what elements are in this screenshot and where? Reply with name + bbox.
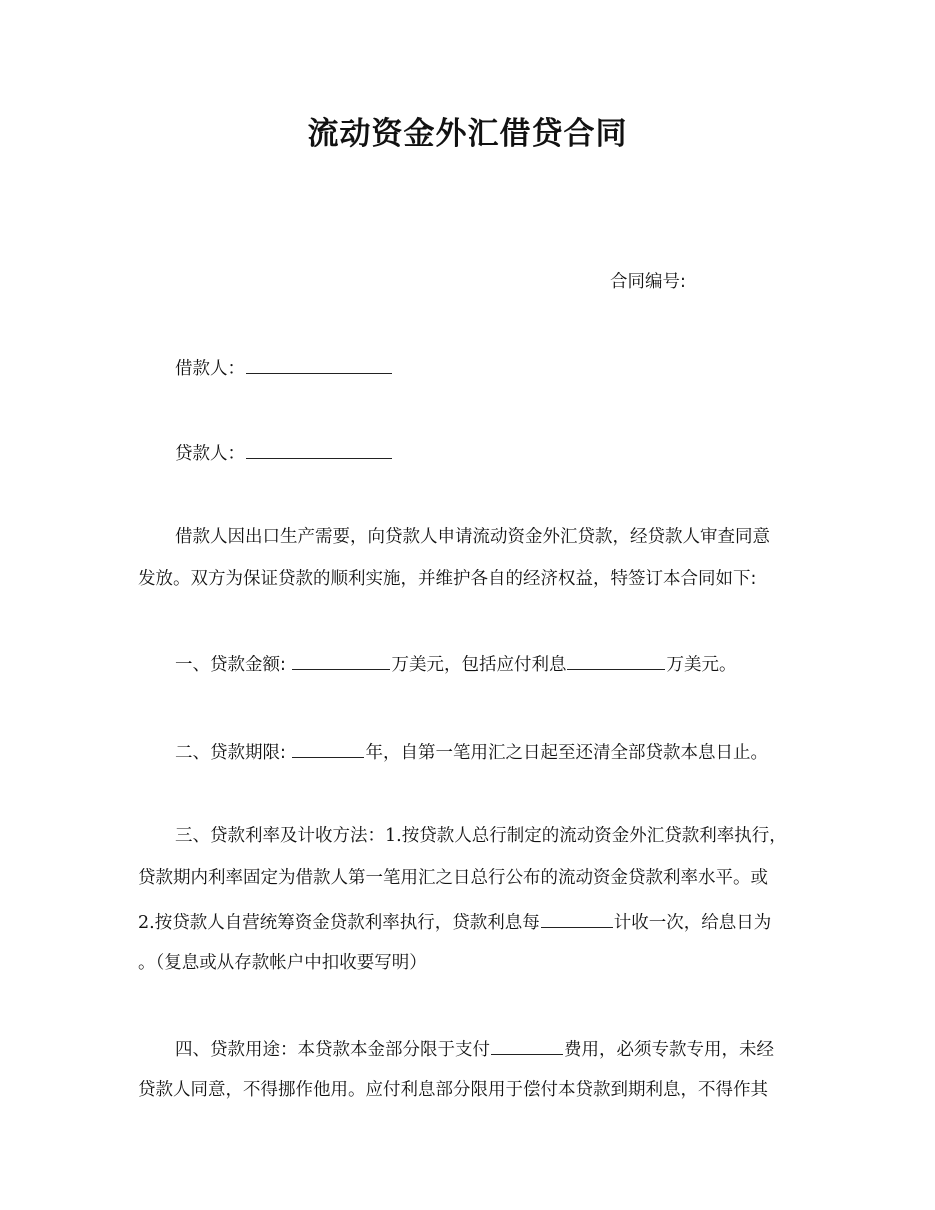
lender-label: 贷款人： [175,444,245,464]
article-4-line-2: 贷款人同意，不得挪作他用。应付利息部分限用于偿付本贷款到期利息，不得作其 [138,1080,768,1100]
article-2-suffix: 年，自第一笔用汇之日起至还清全部贷款本息日止。 [365,743,768,763]
article-3-line-3 [138,909,771,935]
borrower-line [175,355,393,381]
article-1-suffix: 万美元。 [666,655,737,675]
loan-purpose-blank [491,1036,563,1055]
article-3-num-1: 1. [385,826,402,846]
article-1 [175,651,736,677]
article-4-line-1 [175,1036,774,1062]
article-1-prefix: 一、贷款金额: [175,655,286,675]
article-3-line-4: 。（复息或从存款帐户中扣收要写明） [138,953,427,973]
article-3-line-2: 贷款期内利率固定为借款人第一笔用汇之日总行公布的流动资金贷款利率水平。或 [138,868,768,888]
article-3-text-3: 按贷款人自营统筹资金贷款利率执行，贷款利息每 [154,913,540,933]
loan-amount-blank [292,651,390,670]
contract-number-label: 合同编号: [610,272,686,292]
article-3-prefix: 三、贷款利率及计收方法： [175,826,385,846]
lender-line [175,440,393,466]
document-title: 流动资金外汇借贷合同 [307,116,628,152]
borrower-label: 借款人： [175,359,245,379]
article-3-num-2: 2. [138,913,155,933]
intro-line-2: 发放。双方为保证贷款的顺利实施，并维护各自的经济权益，特签订本合同如下: [138,569,757,589]
loan-term-blank [292,739,364,758]
article-2-prefix: 二、贷款期限: [175,743,286,763]
article-3-line-1 [175,824,787,848]
interest-amount-blank [567,651,665,670]
article-3-text-1: 按贷款人总行制定的流动资金外汇贷款利率执行， [401,826,787,846]
intro-line-1: 借款人因出口生产需要，向贷款人申请流动资金外汇贷款，经贷款人审查同意 [175,527,770,547]
article-2 [175,739,768,765]
article-4-suffix: 费用，必须专款专用，未经 [564,1040,774,1060]
article-3-suffix-3: 计收一次，给息日为 [613,913,772,933]
borrower-blank [246,355,392,374]
interest-frequency-blank [541,909,613,928]
article-1-mid: 万美元，包括应付利息 [391,655,567,675]
article-4-prefix: 四、贷款用途：本贷款本金部分限于支付 [175,1040,490,1060]
lender-blank [246,440,392,459]
